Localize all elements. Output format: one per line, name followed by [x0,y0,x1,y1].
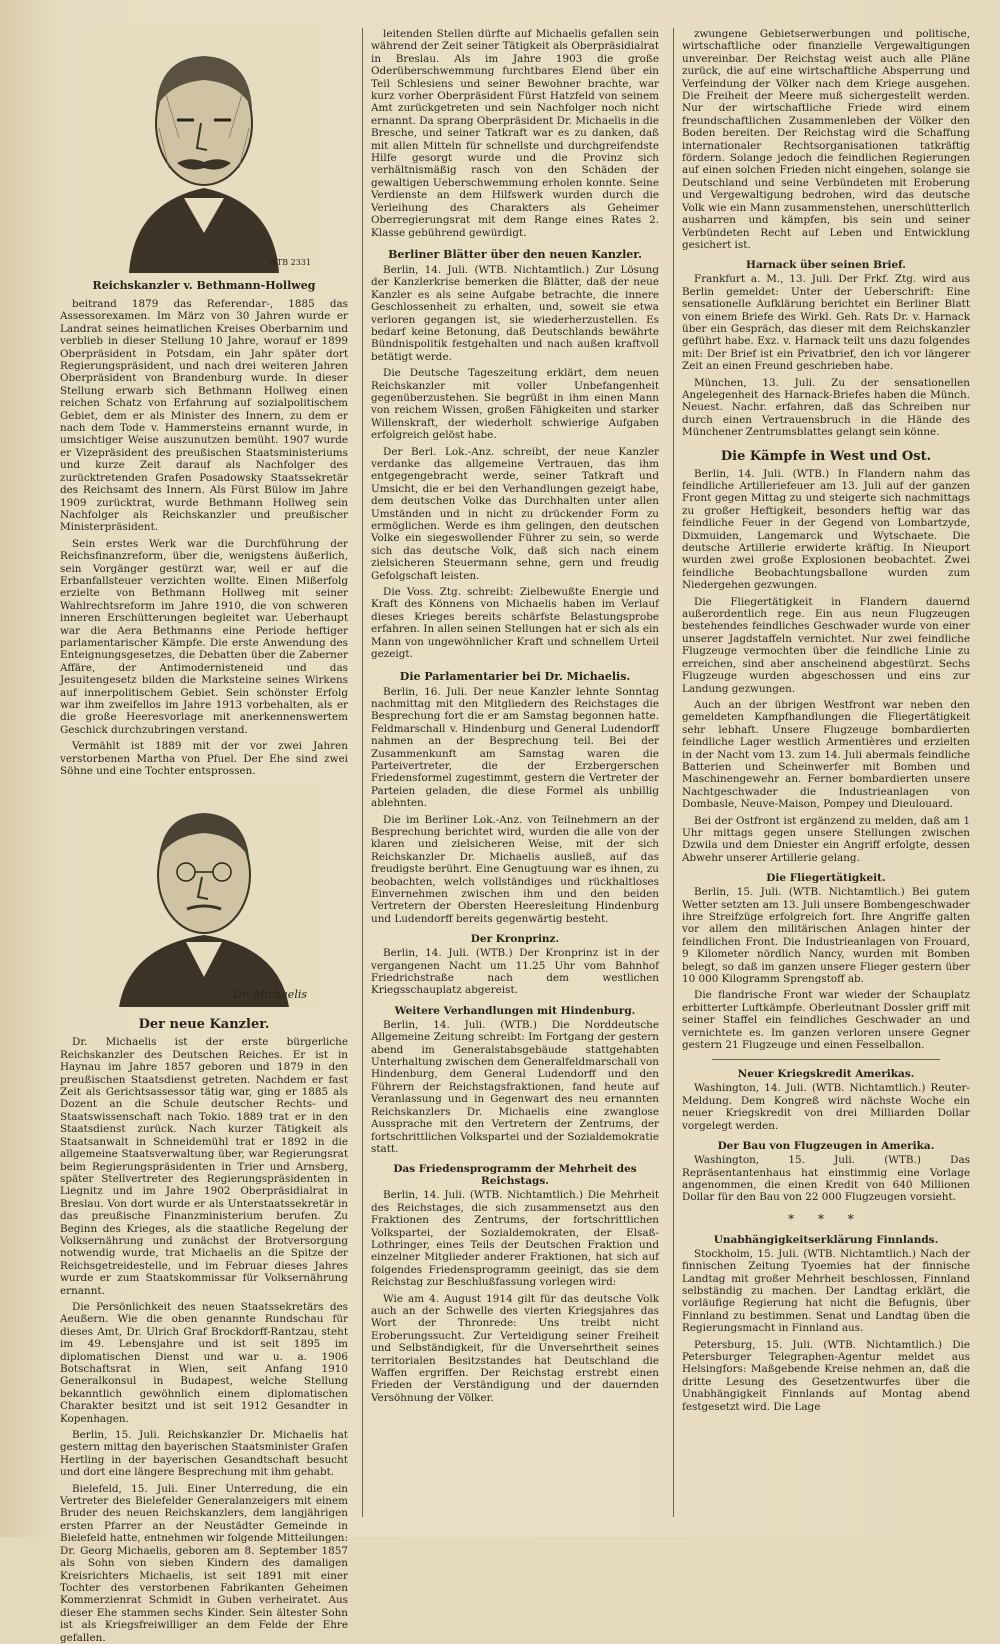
article-paragraph: Petersburg, 15. Juli. (WTB. Nichtamtlich.) Die Petersburger Telegraphen-Agentur meldet aus Helsingfors: Maßgebende Kreise nehmen an, daß die dritte Lesung des Gesetzentwurfes über die Unabhängigkeit Finnlands auf Montag abend festgesetzt wird. Die Lage [682,1338,970,1413]
article-paragraph: Wie am 4. August 1914 gilt für das deutsche Volk auch an der Schwelle des vierten Kriegsjahres das Wort der Thronrede: Uns treibt nicht Eroberungssucht. Zur Verteidigung seiner Freiheit und Selbständigkeit, für die Unversehrtheit seines territorialen Besitzstandes hat Deutschland die Waffen ergriffen. Der Reichstag erstrebt einen Frieden der Verständigung und der dauernden Versöhnung der Völker. [371,1292,659,1404]
article-paragraph: Der Berl. Lok.-Anz. schreibt, der neue Kanzler verdanke das allgemeine Vertrauen, das ihm entgegengebracht werde, seiner Tatkraft und Umsicht, die er bei den Verhandlungen gezeigt habe, dem deutschen Volke das Durchhalten unter allen Umständen und in nicht zu drückender Form zu ermöglichen. Werde es ihm gelingen, den deutschen Volke ein siegeswollender Führer zu sein, so werde sich das deutsche Volk, daß sich nach einem zielsicheren Steuermann sehne, gern und freudig Gefolgschaft leisten. [371,445,659,582]
article-paragraph: Bielefeld, 15. Juli. Einer Unterredung, die ein Vertreter des Bielefelder Generalanzeigers mit einem Bruder des neuen Reichskanzlers, dem langjährigen ersten Pfarrer an der Neustädter Gemeinde in Bielefeld hatte, entnehmen wir folgende Mitteilungen: Dr. Georg Michaelis, geboren am 8. September 1857 als Sohn von sieben Kindern des damaligen Kreisrichters Michaelis, ist seit 1891 mit einer Tochter des verstorbenen Fabrikanten Geheimen Kommerzienrat Schmidt in Guben verheiratet. Aus dieser Ehe stammen sechs Kinder. Sein ältester Sohn ist als Kriegsfreiwilliger an dem Felde der Ehre gefallen. [60,1482,348,1644]
column-2 [362,28,659,1517]
article-paragraph: Stockholm, 15. Juli. (WTB. Nichtamtlich.) Nach der finnischen Zeitung Tyoemies hat der finnische Landtag mit großer Mehrheit beschlossen, Finnland selbständig zu machen. Der Landtag erklärt, die vorläufige Regierung hat nicht die Befugnis, über Finnland zu bestimmen. Senat und Landtag üben die Regierungsmacht in Finnland aus. [682,1247,970,1335]
article-paragraph: Berlin, 16. Juli. Der neue Kanzler lehnte Sonntag nachmittag mit den Mitgliedern des Reichstages die Besprechung fort die er am Samstag begonnen hatte. Feldmarschall v. Hindenburg und General Ludendorff nahmen an der Besprechung teil. Bei der Zusammenkunft am Samstag waren die Parteivertreter, die der Erzbergerschen Friedensformel zugestimmt, gestern die Vertreter der Parteien geladen, die diese Formel als unbillig ablehnten. [371,685,659,810]
section-heading: Der neue Kanzler. [138,1017,270,1033]
article-paragraph: Sein erstes Werk war die Durchführung der Reichsfinanzreform, über die, wenigstens äußerlich, sein Vorgänger gestürzt war, weil er auf die Erbanfallsteuer verzichten wollte. Einen Mißerfolg erzielte von Bethmann Hollweg mit seiner Wahlrechtsreform im Jahre 1910, die von schweren inneren Erschütterungen begleitet war. Ueberhaupt war die Aera Bethmanns eine Periode heftiger parlamentarischer Kämpfe. Die erste Anwendung des Enteignungsgesetzes, die Debatten über die Zaberner Affäre, der Antimodernisteneid und das Jesuitengesetz bilden die Marksteine seines Wirkens auf innerpolitischem Gebiet. Sein schönster Erfolg war ihm zweifellos im Jahre 1913 vorbehalten, als er die große Heeresvorlage mit anerkennenswertem Geschick durchzubringen verstand. [60,537,348,736]
section-heading: Neuer Kriegskredit Amerikas. [737,1068,915,1081]
article-paragraph: Berlin, 15. Juli. Reichskanzler Dr. Michaelis hat gestern mittag den bayerischen Staatsminister Grafen Hertling in der bayerischen Gesandtschaft besucht und dort eine längere Besprechung mit ihm gehabt. [60,1429,348,1479]
article-paragraph: Die Persönlichkeit des neuen Staatssekretärs des Aeußern. Wie die oben genannte Rundschau für dieses Amt, Dr. Ulrich Graf Brockdorff-Rantzau, steht im 49. Lebensjahre und ist seit 1895 im diplomatischen Dienst und war u. a. 1906 Botschaftsrat in Wien, seit Anfang 1910 Generalkonsul in Budapest, welche Stellung bekanntlich gewöhnlich einem diplomatischen Charakter besitzt und ist seit 1912 Gesandter in Kopenhagen. [60,1300,348,1425]
section-heading: Der Kronprinz. [470,933,560,946]
article-paragraph: zwungene Gebietserwerbungen und politische, wirtschaftliche oder finanzielle Vergewaltigungen unvereinbar. Der Reichstag weist auch alle Pläne zurück, die auf eine wirtschaftliche Absperrung und Verfeindung der Völker nach dem Kriege ausgehen. Die Freiheit der Meere muß sichergestellt werden. Nur der wirtschaftliche Friede wird einem freundschaftlichen Zusammenleben der Völker den Boden bereiten. Der Reichstag wird die Schaffung internationaler Rechtsorganisationen tatkräftig fördern. Solange jedoch die feindlichen Regierungen auf einen solchen Frieden nicht eingehen, solange sie Deutschland und seine Verbündeten mit Eroberung und Vergewaltigung bedrohen, wird das deutsche Volk wie ein Mann zusammenstehen, unerschütterlich ausharren und kämpfen, bis sein und seiner Verbündeten Recht auf Leben und Entwicklung gesichert ist. [682,28,970,251]
portrait-signature: Dr. Michaelis [233,988,307,1002]
section-heading: Berliner Blätter über den neuen Kanzler. [388,247,642,261]
article-paragraph: Berlin, 14. Juli. (WTB. Nichtamtlich.) Die Mehrheit des Reichstages, die sich zusammensetzt aus den Fraktionen des Zentrums, der fortschrittlichen Volkspartei, der Sozialdemokraten, der Elsaß-Lothringer, eines Teils der Deutschen Fraktion und einzelner Mitglieder anderer Fraktionen, hat sich auf folgendes Friedensprogramm geeinigt, das sie dem Reichstag zur Beschlußfassung vorlegen wird: [371,1189,659,1289]
article-paragraph: Berlin, 14. Juli. (WTB.) In Flandern nahm das feindliche Artilleriefeuer am 13. Juli auf der ganzen Front gegen Mittag zu und steigerte sich nachmittags zu großer Heftigkeit, besonders heftig war das feindliche Feuer in der Gegend von Lombartzyde, Dixmuiden, Langemarck und Wytschaete. Die deutsche Artillerie erwiderte kräftig. In Nieuport wurden zwei große Explosionen beobachtet. Zwei feindliche Beobachtungsballone wurden zum Niedergehen gezwungen. [682,467,970,592]
section-heading: Unabhängigkeitserklärung Finnlands. [713,1233,939,1246]
column-1 [60,28,348,1644]
section-heading: Die Kämpfe in West und Ost. [720,448,932,464]
column-3 [673,28,970,1517]
article-paragraph: München, 13. Juli. Zu der sensationellen Angelegenheit des Harnack-Briefes haben die Münch. Neuest. Nachr. erfahren, daß das Schreiben nur durch einen Vertrauensbruch in die Hände des Münchener Zentrumsblattes gelangt sein könne. [682,376,970,439]
article-paragraph: Berlin, 14. Juli. (WTB.) Die Norddeutsche Allgemeine Zeitung schreibt: Im Fortgang der gestern abend im Generalstabsgebäude stattgehabten Unterhaltung zwischen dem Generalfeldmarschall von Hindenburg, dem General Ludendorff und den Führern der Reichstagsfraktionen, fand heute auf Veranlassung und in Gegenwart des neu ernannten Reichskanzlers Dr. Michaelis eine zwanglose Aussprache mit den Vertretern der Zentrums, der fortschrittlichen Volkspartei und der Sozialdemokratie statt. [371,1018,659,1155]
portrait-engraving-icon [89,787,319,1007]
section-heading: Harnack über seinen Brief. [746,259,906,272]
article-paragraph: Vermählt ist 1889 mit der vor zwei Jahren verstorbenen Martha von Pfuel. Der Ehe sind zwei Söhne und eine Tochter entsprossen. [60,740,348,778]
portrait-caption: Reichskanzler v. Bethmann-Hollweg [92,279,316,292]
section-heading: Der Bau von Flugzeugen in Amerika. [717,1140,935,1153]
article-paragraph: Frankfurt a. M., 13. Juli. Der Frkf. Ztg. wird aus Berlin gemeldet: Unter der Ueberschrift: Eine sensationelle Aufklärung berichtet ein Berliner Blatt von einem Briefe des Wirkl. Geh. Rats Dr. v. Harnack über ein Gespräch, das dieser mit dem Reichskanzler geführt habe. Exz. v. Harnack teilt uns dazu folgendes mit: Der Brief ist ein Privatbrief, den ich vor längerer Zeit an einen Freund geschrieben habe. [682,273,970,373]
portrait-signature: WTB 2331 [268,258,311,267]
section-heading: Die Parlamentarier bei Dr. Michaelis. [399,669,631,683]
portrait-bethmann-hollweg [89,28,319,273]
article-paragraph: Bei der Ostfront ist ergänzend zu melden, daß am 1 Uhr mittags gegen unsere Stellungen zwischen Dzwila und dem Dniester ein Angriff erfolgte, dessen Abwehr unserer Artillerie gelang. [682,814,970,864]
article-paragraph: Berlin, 14. Juli. (WTB.) Der Kronprinz ist in der vergangenen Nacht um 11.25 Uhr vom Bahnhof Friedrichstraße nach dem westlichen Kriegsschauplatz abgereist. [371,947,659,997]
article-paragraph: leitenden Stellen dürfte auf Michaelis gefallen sein während der Zeit seiner Tätigkeit als Oberpräsidialrat in Breslau. Als im Jahre 1903 die große Oderüberschwemmung furchtbares Elend über ein Teil Schlesiens und seiner Bewohner brachte, war kurz vorher Oberpräsident Fürst Hatzfeld von seinem Amt zurückgetreten und sein Nachfolger noch nicht ernannt. Da sprang Oberpräsident Dr. Michaelis in die Bresche, und seiner Tatkraft war es zu danken, daß mit allen Mitteln für schnellste und durchgreifendste Hilfe gesorgt wurde und die Provinz sich verhältnismäßig rasch von den Schäden der gewaltigen Ueberschwemmung erholen konnte. Seine Verdienste an dem Hilfswerk wurden durch die Verleihung des Charakters als Geheimer Oberregierungsrat mit dem Range eines Rates 2. Klasse gebührend gewürdigt. [371,28,659,239]
stars-divider: * * * [788,1211,864,1226]
article-paragraph: beitrand 1879 das Referendar-, 1885 das Assessorexamen. Im März von 30 Jahren wurde er Landrat seines heimatlichen Kreises Oberbarnim und verblieb in dieser Stellung 10 Jahre, worauf er 1899 Oberpräsident in Potsdam, ein Jahr später dort Regierungspräsident, und nach drei weiteren Jahren Oberpräsident von Brandenburg wurde. In dieser Stellung erwarb sich Bethmann Hollweg einen reichen Schatz von Erfahrung auf sozialpolitischem Gebiet, dem er als Minister des Innern, zu dem er nach dem Tode v. Hammersteins ernannt wurde, in umsichtiger Weise auszunutzen bemüht. 1907 wurde er Vizepräsident des preußischen Staatsministeriums und kurze Zeit darauf als Nachfolger des zurücktretenden Grafen Posadowsky Staatssekretär des Reichsamt des Innern. Als Fürst Bülow im Jahre 1909 zurücktrat, wurde Bethmann Hollweg sein Nachfolger als Reichskanzler und preußischer Ministerpräsident. [60,298,348,534]
section-heading: Die Fliegertätigkeit. [766,872,886,885]
article-paragraph: Auch an der übrigen Westfront war neben den gemeldeten Kampfhandlungen die Fliegertätigkeit sehr lebhaft. Unsere Flugzeuge bombardierten feindliche Lager westlich Armentières und erzielten in der Nacht vom 13. zum 14. Juli abermals feindliche Batterien und Scheinwerfer mit Bomben und Maschinengewehr an. Ferner bombardierten unsere Nachtgeschwader die Industrieanlagen von Dombasle, Neuve-Maison, Pompey und Dieulouard. [682,698,970,811]
article-paragraph: Washington, 14. Juli. (WTB. Nichtamtlich.) Reuter-Meldung. Dem Kongreß wird nächste Woche ein neuer Kriegskredit von drei Milliarden Dollar vorgelegt werden. [682,1082,970,1132]
article-paragraph: Dr. Michaelis ist der erste bürgerliche Reichskanzler des Deutschen Reiches. Er ist in Haynau im Jahre 1857 geboren und 1879 in den preußischen Staatsdienst getreten. Nachdem er fast Zeit als Gerichtsassessor tätig war, ging er 1885 als Dozent an die Schule deutscher Rechts- und Staatswissenschaft nach Tokio. 1889 trat er in den Staatsdienst zurück. Nach kurzer Tätigkeit als Staatsanwalt in Schneidemühl trat er 1892 in die allgemeine Staatsverwaltung über, war Regierungsrat beim Regierungspräsidenten in Trier und Arnsberg, später Stellvertreter des Regierungspräsidenten in Liegnitz und im Jahre 1902 Oberpräsidialrat in Breslau. Von dort wurde er als Unterstaatssekretär in das preußische Finanzministerium berufen. Zu Beginn des Krieges, als die staatliche Regelung der Volksernährung und zunächst der Brotversorgung notwendig wurde, trat Michaelis an die Spitze der Reichsgetreidestelle, und im Februar dieses Jahres wurde er zum Staatskommissar für Volksernährung ernannt. [60,1036,348,1297]
article-paragraph: Die flandrische Front war wieder der Schauplatz erbitterter Luftkämpfe. Oberleutnant Dossler griff mit seiner Staffel ein feindliches Geschwader an und vernichtete es. Im ganzen verloren unsere Gegner gestern 21 Flugzeuge und einen Fesselballon. [682,989,970,1052]
article-paragraph: Berlin, 15. Juli. (WTB. Nichtamtlich.) Bei gutem Wetter setzten am 13. Juli unsere Bombengeschwader ihre Streifzüge erfolgreich fort. Ihre Angriffe galten vor allem den militärischen Anlagen hinter der feindlichen Front. Die Industrieanlagen von Frouard, 9 Kilometer nördlich Nancy, wurden mit Bomben belegt, so daß im ganzen unsere Flieger gestern über 10 000 Kilogramm Sprengstoff ab. [682,886,970,986]
section-heading: Das Friedensprogramm der Mehrheit des Reichstags. [393,1163,637,1188]
article-paragraph: Berlin, 14. Juli. (WTB. Nichtamtlich.) Zur Lösung der Kanzlerkrise bemerken die Blätter, daß der neue Kanzler es als seine Aufgabe betrachte, die innere Geschlossenheit zu erhalten, und, soweit sie etwa verloren gegangen ist, sie wiederherzustellen. Es bedarf keine Betonung, daß Deutschlands bewährte Bündnispolitik festgehalten und nach außen kraftvoll betätigt werde. [371,263,659,363]
divider [712,1059,940,1060]
article-paragraph: Die Fliegertätigkeit in Flandern dauernd außerordentlich rege. Ein aus neun Flugzeugen bestehendes feindliches Geschwader wurde von einer unserer Jagdstaffeln vernichtet. Nur zwei feindliche Flugzeuge vermochten über die feindliche Linie zu erreichen, sind aber anscheinend abgestürzt. Sechs Flugzeuge wurden abgeschossen und eins zur Landung gezwungen. [682,595,970,695]
portrait-engraving-icon [89,28,319,273]
article-paragraph: Die im Berliner Lok.-Anz. von Teilnehmern an der Besprechung berichtet wird, wurden die alle von der klaren und zielsicheren Weise, mit der sich Reichskanzler Dr. Michaelis ausließ, auf das freudigste berührt. Eine Genugtuung war es ihnen, zu beobachten, welch vollständiges und rückhaltloses Einvernehmen zwischen ihm und den beiden Vertretern der Obersten Heeresleitung Hindenburg und Ludendorff bereits gegenwärtig besteht. [371,813,659,925]
section-heading: Weitere Verhandlungen mit Hindenburg. [394,1004,636,1017]
article-paragraph: Washington, 15. Juli. (WTB.) Das Repräsentantenhaus hat einstimmig eine Vorlage angenommen, die einen Kredit von 640 Millionen Dollar für den Bau von 22 000 Flugzeugen vorsieht. [682,1154,970,1204]
portrait-michaelis [89,787,319,1007]
article-paragraph: Die Deutsche Tageszeitung erklärt, dem neuen Reichskanzler mit voller Unbefangenheit gegenüberzustehen. Sie begrüßt in ihm einen Mann von reichem Wissen, großen Fähigkeiten und starker Willenskraft, der wiederholt schwierige Aufgaben erfolgreich gelöst habe. [371,367,659,442]
article-paragraph: Die Voss. Ztg. schreibt: Zielbewußte Energie und Kraft des Könnens von Michaelis haben im Verlauf dieses Krieges bereits schärfste Belastungsprobe erfahren. In allen seinen Stellungen hat er sich als ein Mann von ungewöhnlicher Kraft und schnellem Urteil gezeigt. [371,586,659,661]
